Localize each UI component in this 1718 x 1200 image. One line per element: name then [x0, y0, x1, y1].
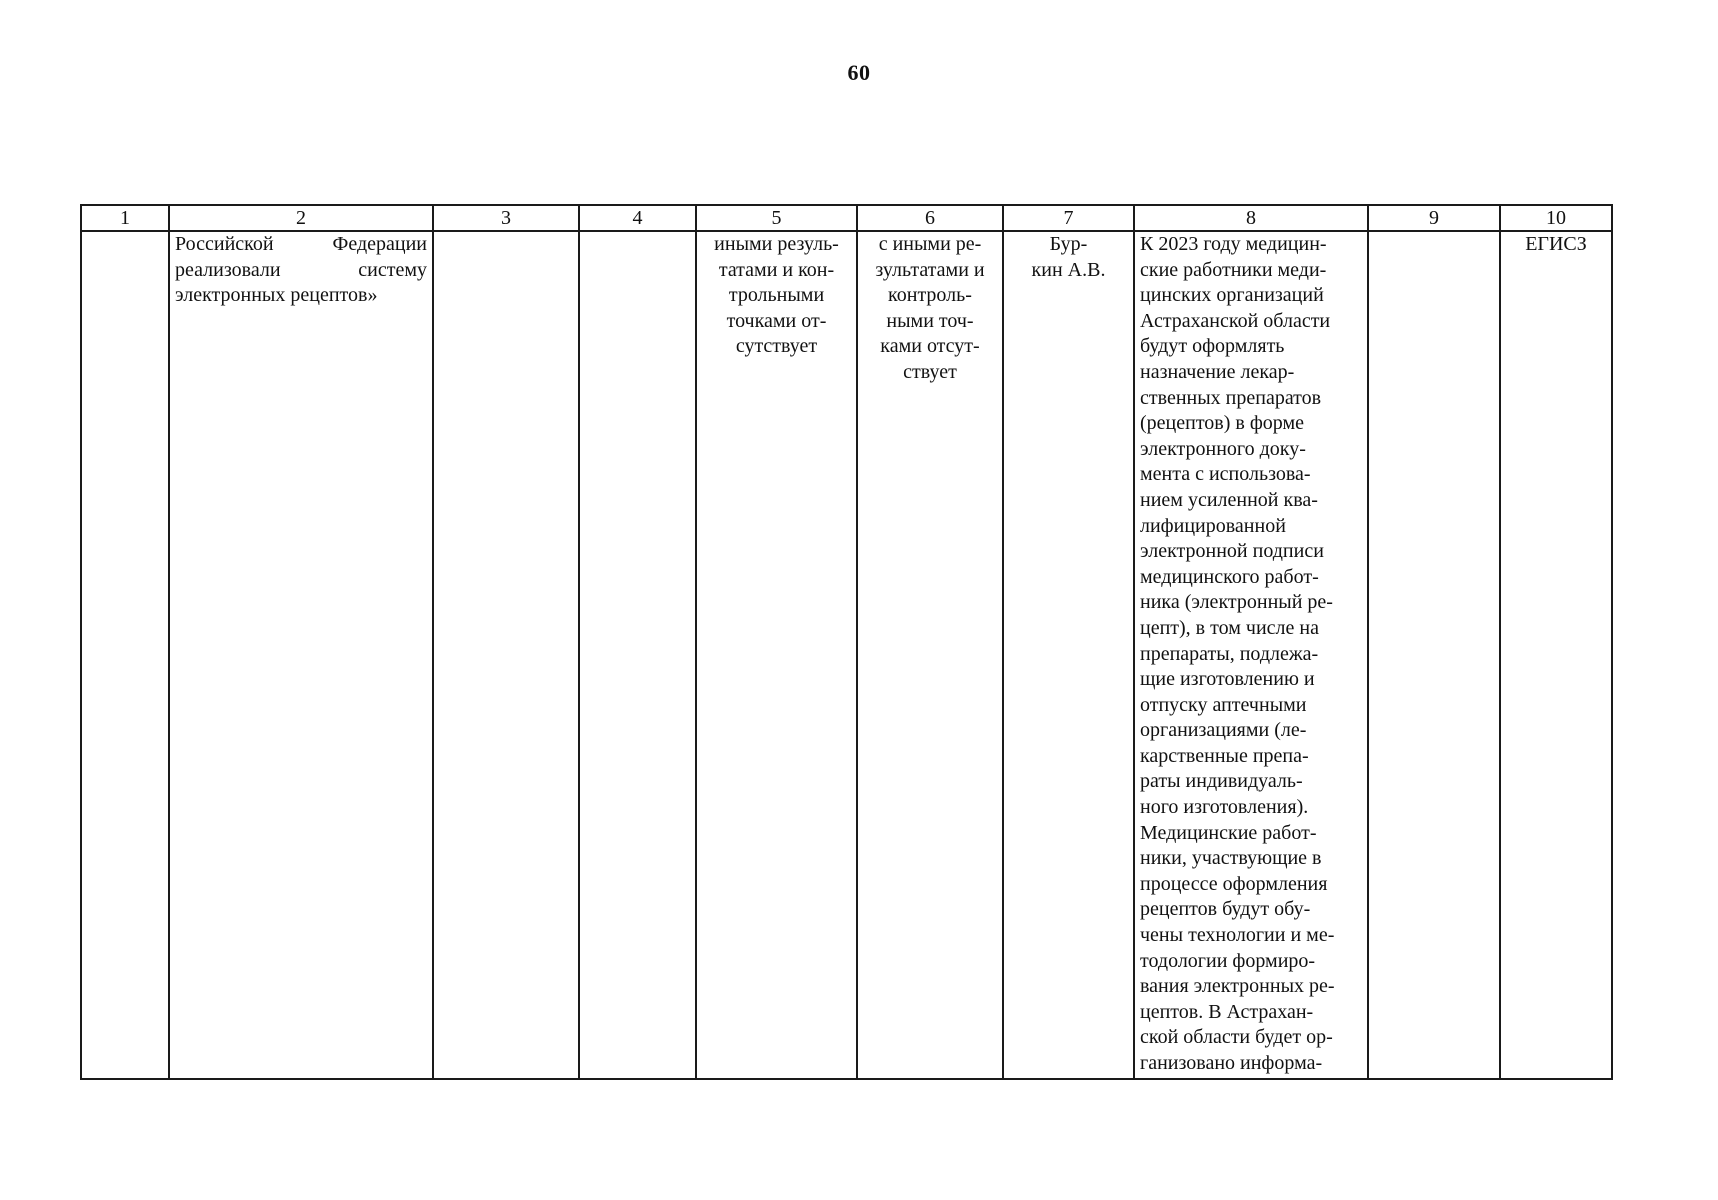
document-table [80, 204, 1613, 1080]
column-header-6: 6 [857, 205, 1003, 231]
column-header-4: 4 [579, 205, 696, 231]
col8-text-line: электронного доку- [1140, 437, 1306, 460]
col8-text-line: организациями (ле- [1140, 719, 1307, 742]
table-row [81, 231, 1612, 1079]
column-header-3: 3 [433, 205, 579, 231]
cell-col6: с иными ре- зультатами и контроль- ными точ- ками отсут- ствует [857, 231, 1003, 1079]
col8-text-line: мента с использова- [1140, 463, 1311, 486]
column-header-1: 1 [81, 205, 169, 231]
col8-text-line: ственных препаратов [1140, 386, 1322, 409]
col8-text-line: Медицинские работ- [1140, 821, 1317, 844]
col8-text-line: ганизовано информа- [1140, 1052, 1323, 1074]
col8-text-line: электронной подписи [1140, 540, 1324, 563]
col8-text-line: цепт), в том числе на [1140, 616, 1319, 639]
cell-col4 [579, 231, 696, 1079]
col2-line-2-right: систему [358, 258, 427, 281]
col8-text-line: отпуску аптечными [1140, 693, 1307, 716]
cell-col10: ЕГИСЗ [1500, 231, 1612, 1079]
col2-line-2-left: реализовали [175, 258, 281, 281]
col2-line-1 [175, 232, 427, 258]
col8-text-line: препараты, подлежа- [1140, 642, 1319, 665]
col8-text-line: будут оформлять [1140, 335, 1285, 358]
col8-text-line: цептов. В Астрахан- [1140, 1000, 1314, 1023]
col2-line-1-left: Российской [175, 233, 274, 255]
cell-col2 [169, 231, 433, 1079]
cell-col3 [433, 231, 579, 1079]
col2-line-2 [175, 258, 427, 284]
col8-text-line: (рецептов) в форме [1140, 412, 1305, 435]
column-header-9: 9 [1368, 205, 1500, 231]
col8-text-line: назначение лекар- [1140, 360, 1295, 383]
col8-text-line: карственные препа- [1140, 744, 1309, 767]
col8-text-line: ника (электронный ре- [1140, 591, 1333, 614]
col8-text-line: нием усиленной ква- [1140, 488, 1318, 511]
table-header-row [81, 205, 1612, 231]
col8-text-line: цинских организаций [1140, 284, 1324, 307]
col8-text-line: Астраханской области [1140, 309, 1331, 332]
col8-text-line: ного изготовления). [1140, 796, 1309, 819]
col8-text-line: ские работники меди- [1140, 258, 1327, 281]
column-header-8: 8 [1134, 205, 1368, 231]
page-number: 60 [847, 60, 871, 85]
column-header-7: 7 [1003, 205, 1134, 231]
col8-text-line: ники, участвующие в [1140, 847, 1322, 870]
col8-text-line: тодологии формиро- [1140, 949, 1316, 972]
col8-text-line: процессе оформления [1140, 872, 1328, 895]
column-header-5: 5 [696, 205, 857, 231]
cell-col7: Бур- кин А.В. [1003, 231, 1134, 1079]
col8-text-line: вания электронных ре- [1140, 975, 1335, 998]
cell-col1 [81, 231, 169, 1079]
col8-text-line: ской области будет ор- [1140, 1026, 1333, 1049]
col8-text-line: рецептов будут обу- [1140, 898, 1311, 921]
cell-col5: иными резуль- татами и кон- трольными точками от- сутствует [696, 231, 857, 1079]
col8-text-line: щие изготовлению и [1140, 668, 1315, 691]
cell-col9 [1368, 231, 1500, 1079]
col8-text-line: медицинского работ- [1140, 565, 1319, 588]
col2-line-3: электронных рецептов» [175, 284, 378, 307]
cell-col8 [1134, 231, 1368, 1079]
column-header-10: 10 [1500, 205, 1612, 231]
col8-text-line: раты индивидуаль- [1140, 770, 1303, 793]
col8-text-line: лифицированной [1140, 514, 1286, 537]
col8-text-line: чены технологии и ме- [1140, 924, 1335, 947]
col8-text-line: К 2023 году медицин- [1140, 233, 1327, 255]
col2-line-1-right: Федерации [332, 233, 427, 255]
column-header-2: 2 [169, 205, 433, 231]
col8-text-block [1140, 232, 1362, 1077]
